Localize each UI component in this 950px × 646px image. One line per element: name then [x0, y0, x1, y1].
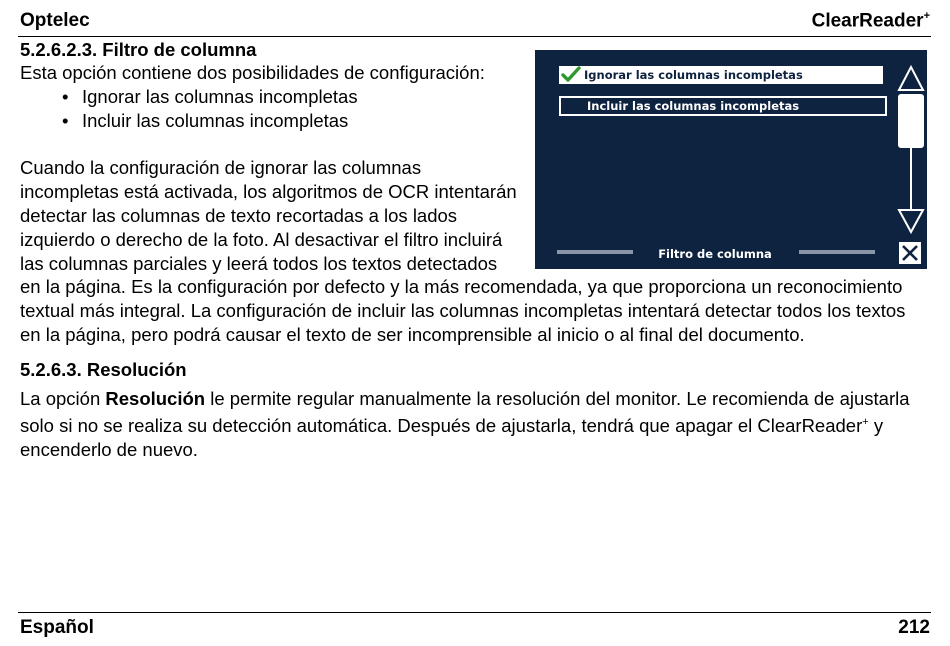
option-include-label: Incluir las columnas incompletas: [587, 99, 800, 113]
footer-rule: [18, 612, 931, 613]
page-number: 212: [898, 617, 930, 638]
resolution-body-end: y encenderlo de nuevo.: [20, 414, 884, 460]
title-line-left: [557, 250, 633, 254]
product-name: [812, 10, 930, 32]
section-heading-resolution: 5.2.6.3. Resolución: [20, 358, 187, 380]
product-name-text: ClearReader: [811, 10, 924, 32]
scroll-down-arrow-icon: [899, 210, 923, 232]
product-superscript: +: [923, 10, 930, 22]
brand-name: Optelec: [20, 10, 90, 31]
resolution-body: [20, 387, 930, 462]
close-icon: [899, 242, 921, 264]
header-rule: [18, 36, 931, 37]
page-content: [20, 38, 930, 461]
footer-language: Español: [20, 617, 94, 638]
title-line-right: [799, 250, 875, 254]
column-filter-intro: Esta opción contiene dos posibilidades de configuración:: [20, 62, 485, 83]
resolution-body-post: le permite regular manualmente la resolución del monitor. Le recomienda de ajustarla solo si no se realiza su detección automática. Después de ajustarla, tendrá que apagar el ClearReader: [20, 387, 910, 436]
resolution-superscript: +: [862, 415, 869, 428]
list-item: • Ignorar las columnas incompletas: [62, 85, 930, 109]
list-item: • Incluir las columnas incompletas: [62, 109, 930, 133]
page-header: [20, 10, 930, 36]
checkmark-icon: [561, 66, 581, 84]
option-ignore-label: Ignorar las columnas incompletas: [584, 68, 803, 82]
screenshot-title: Filtro de columna: [658, 247, 772, 261]
option-list: [20, 85, 930, 133]
page-footer: [20, 617, 930, 643]
option-ignore-incomplete-columns: [559, 66, 883, 84]
resolution-keyword: Resolución: [105, 387, 206, 409]
resolution-body-pre: La opción: [20, 387, 106, 409]
column-filter-body: Cuando la configuración de ignorar las columnas incompletas está activada, los algoritmos de OCR intentarán detectar las columnas de texto recortadas a los lados izquierdo o derecho de la foto. Al desactivar el filtro incluirá las columnas parciales y leerá todos los textos detectados en la página. Es la configuración por defecto y la más recomendada, ya que proporciona un reconocimiento textual más integral. La configuración de incluir las columnas incompletas intentará detectar todos los textos en la página, pero podrá causar el texto de ser incomprensible al inicio o al final del documento.: [20, 157, 906, 345]
section-heading-column-filter: 5.2.6.2.3. Filtro de columna: [20, 39, 257, 60]
column-filter-screenshot: [535, 50, 927, 269]
